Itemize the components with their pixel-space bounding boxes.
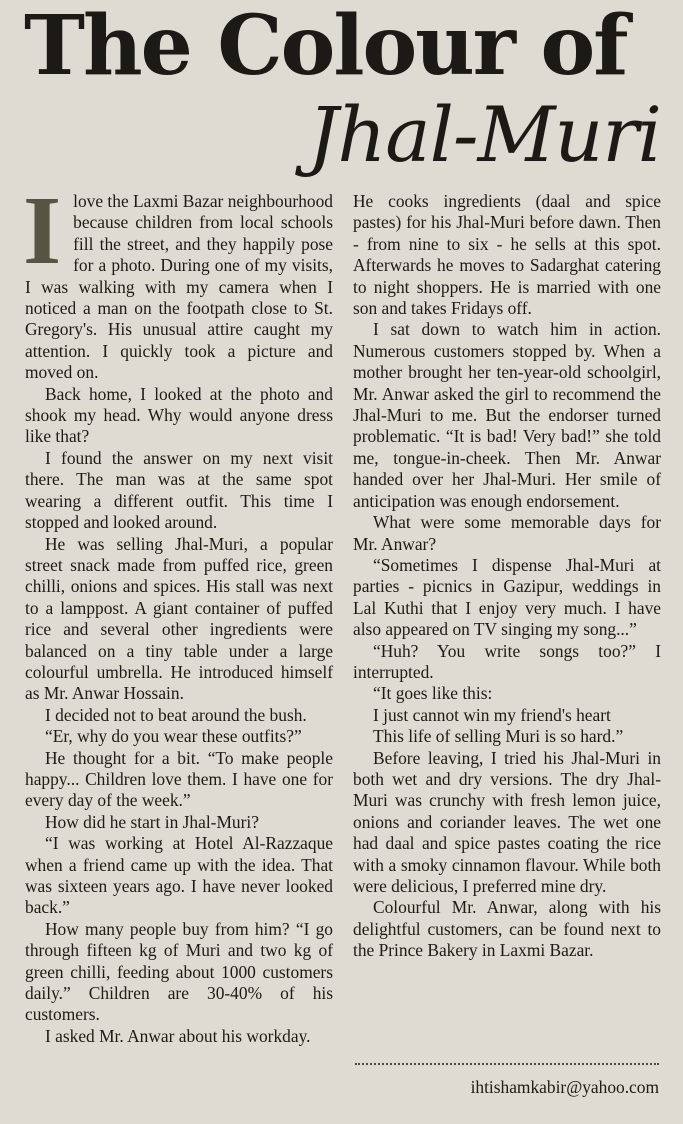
article-paragraph: I sat down to watch him in action. Numerous customers stopped by. When a mother brought her ten-year-old schoolgirl, Mr. Anwar asked the girl to recommend the Jhal-Muri to me. But the endorser turned problematic. “It is bad! Very bad!” she told me, tongue-in-cheek. Then Mr. Anwar handed over her Jhal-Muri. Her smile of anticipation was enough endorsement.: [353, 319, 661, 511]
article-paragraph: I asked Mr. Anwar about his workday.: [45, 1025, 311, 1046]
article-paragraph: “Huh? You write songs too?” I interrupted.: [353, 640, 661, 682]
article-column-right: [353, 191, 661, 962]
article-paragraph: Before leaving, I tried his Jhal-Muri in both wet and dry versions. The dry Jhal-Muri was crunchy with fresh lemon juice, onions and coriander leaves. The wet one had daal and spice pastes coating the rice with a smoky cinnamon flavour. While both were delicious, I preferred mine dry.: [353, 747, 661, 896]
drop-cap: I: [23, 177, 62, 285]
article-paragraph: How did he start in Jhal-Muri?: [45, 811, 259, 832]
article-paragraph: I found the answer on my next visit there. The man was at the same spot wearing a different outfit. This time I stopped and looked around.: [25, 447, 333, 533]
article-paragraph: I decided not to beat around the bush.: [45, 704, 307, 725]
article-paragraph: “I was working at Hotel Al-Razzaque when a friend came up with the idea. That was sixteen years ago. I have never looked back.”: [25, 833, 333, 918]
headline-line-1: The Colour of: [24, 0, 627, 94]
author-email[interactable]: ihtishamkabir@yahoo.com: [470, 1077, 659, 1097]
article-paragraph: “Sometimes I dispense Jhal-Muri at parties - picnics in Gazipur, weddings in Lal Kuthi that I enjoy very much. I have also appeared on TV singing my song...”: [353, 554, 661, 640]
article-paragraph: He thought for a bit. “To make people happy... Children love them. I have one for every day of the week.”: [25, 747, 333, 811]
article-paragraph: “Er, why do you wear these outfits?”: [45, 726, 302, 747]
article-paragraph: How many people buy from him? “I go through fifteen kg of Muri and two kg of green chilli, feeding about 1000 customers daily.” Children are 30-40% of his customers.: [25, 918, 333, 1025]
opening-text: love the Laxmi Bazar neighbourhood because children from local schools fill the street, and they happily pose for a photo. During one of my visits, I was walking with my camera when I noticed a man on the footpath close to St. Gregory's. His unusual attire caught my attention. I quickly took a picture and moved on.: [25, 191, 333, 383]
article-paragraph: “It goes like this:: [373, 683, 493, 704]
article-paragraph: He cooks ingredients (daal and spice pastes) for his Jhal-Muri before dawn. Then - from nine to six - he sells at this spot. Afterwards he moves to Sadarghat catering to night shoppers. He is married with one son and takes Fridays off.: [353, 191, 661, 319]
article-column-left: [23, 177, 333, 1047]
byline-divider: [355, 1063, 659, 1065]
headline-line-2: Jhal-Muri: [307, 90, 661, 179]
article-paragraph: [23, 177, 333, 384]
song-line: This life of selling Muri is so hard.”: [373, 726, 624, 747]
article-paragraph: Back home, I looked at the photo and shook my head. Why would anyone dress like that?: [25, 383, 333, 447]
article-paragraph: He was selling Jhal-Muri, a popular street snack made from puffed rice, green chilli, onions and spices. His stall was next to a lamppost. A giant container of puffed rice and several other ingredients were balanced on a tiny table under a large colourful umbrella. He introduced himself as Mr. Anwar Hossain.: [25, 533, 333, 704]
song-line: I just cannot win my friend's heart: [373, 704, 611, 725]
article-paragraph: What were some memorable days for Mr. Anwar?: [353, 512, 661, 554]
article-paragraph: Colourful Mr. Anwar, along with his delightful customers, can be found next to the Prince Bakery in Laxmi Bazar.: [353, 897, 661, 961]
